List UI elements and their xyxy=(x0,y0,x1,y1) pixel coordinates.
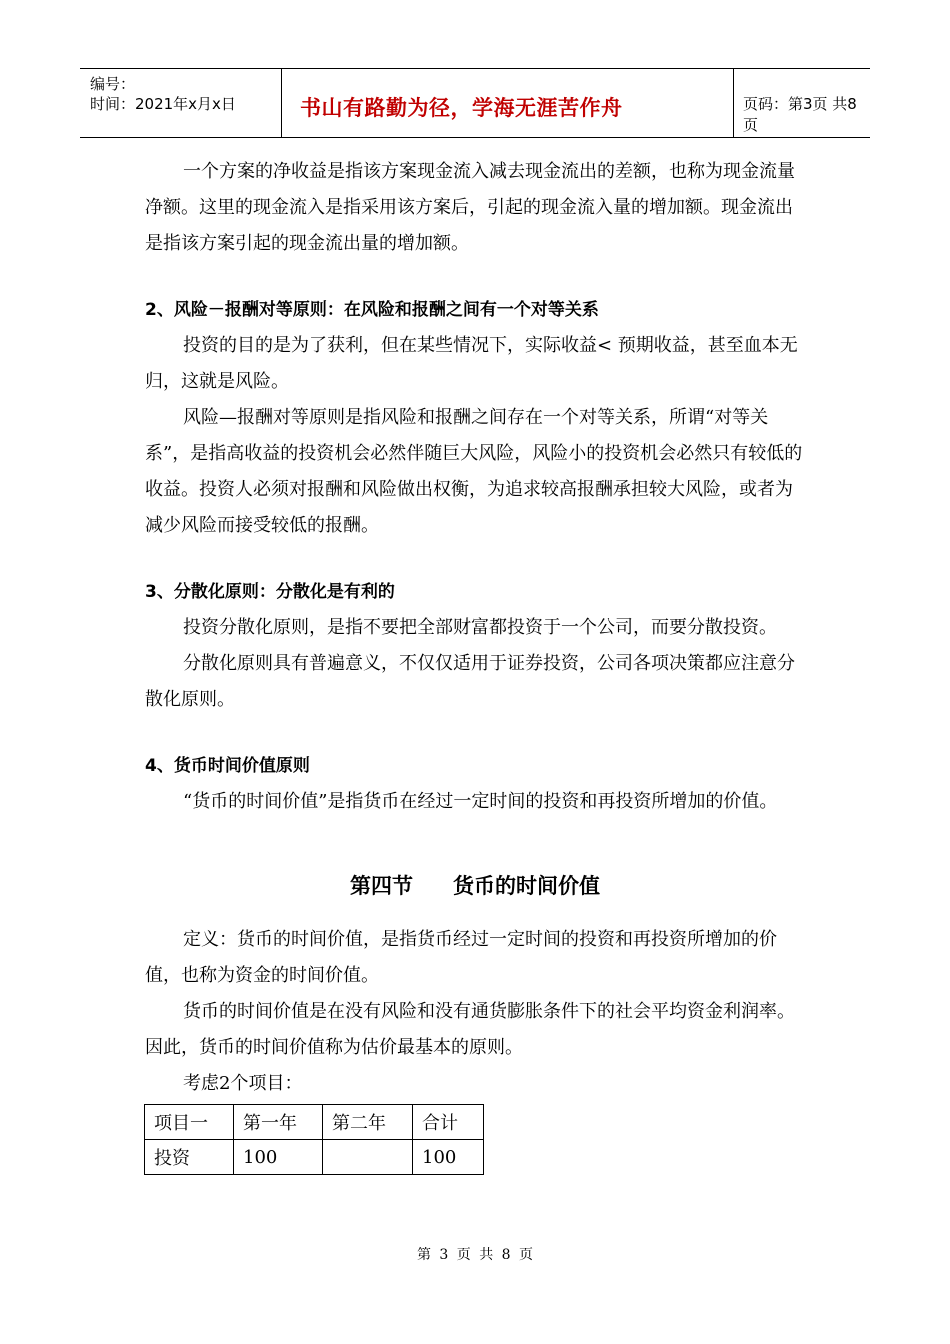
table-cell: 项目一 xyxy=(145,1105,234,1140)
paragraph-risk-definition: 投资的目的是为了获利，但在某些情况下，实际收益< 预期收益，甚至血本无归，这就是风险。 xyxy=(145,335,798,392)
heading-diversification: 3、分散化原则：分散化是有利的 xyxy=(145,582,395,602)
date-label: 时间：2021年x月x日 xyxy=(90,95,236,113)
page-header xyxy=(80,68,870,138)
heading-time-value: 4、货币时间价值原则 xyxy=(145,756,310,776)
paragraph-interest-rate: 货币的时间价值是在没有风险和没有通货膨胀条件下的社会平均资金利润率。因此，货币的时间价值称为估价最基本的原则。 xyxy=(145,1001,795,1058)
table-cell: 第二年 xyxy=(323,1105,413,1140)
table-cell: 100 xyxy=(234,1140,323,1175)
paragraph-diversification-b: 分散化原则具有普遍意义，不仅仅适用于证券投资，公司各项决策都应注意分散化原则。 xyxy=(145,653,795,710)
table-row xyxy=(145,1105,484,1140)
paragraph-net-income: 一个方案的净收益是指该方案现金流入减去现金流出的差额，也称为现金流量净额。这里的现金流入是指采用该方案后，引起的现金流入量的增加额。现金流出是指该方案引起的现金流出量的增加额。 xyxy=(145,161,795,254)
header-meta-cell xyxy=(80,69,281,137)
motto: 书山有路勤为径，学海无涯苦作舟 xyxy=(300,96,623,120)
page-label: 页码：第3页 共8页 xyxy=(743,95,857,134)
project-table xyxy=(144,1104,484,1175)
table-cell: 投资 xyxy=(145,1140,234,1175)
section-number: 第四节 xyxy=(350,874,413,898)
page-footer: 第 3 页 共 8 页 xyxy=(416,1247,534,1263)
document-body xyxy=(145,154,805,1175)
number-label: 编号： xyxy=(90,75,136,93)
table-cell: 100 xyxy=(413,1140,484,1175)
table-row xyxy=(145,1140,484,1175)
section-name: 货币的时间价值 xyxy=(453,874,600,898)
heading-risk-reward: 2、风险－报酬对等原则：在风险和报酬之间有一个对等关系 xyxy=(145,300,599,320)
header-page-cell xyxy=(733,69,870,137)
paragraph-two-projects: 考虑2个项目： xyxy=(183,1073,303,1094)
paragraph-definition: 定义：货币的时间价值，是指货币经过一定时间的投资和再投资所增加的价值，也称为资金的时间价值。 xyxy=(145,929,777,986)
table-cell: 合计 xyxy=(413,1105,484,1140)
section-title xyxy=(145,866,805,906)
paragraph-time-value: “货币的时间价值”是指货币在经过一定时间的投资和再投资所增加的价值。 xyxy=(183,791,778,812)
table-cell xyxy=(323,1140,413,1175)
paragraph-risk-reward: 风险—报酬对等原则是指风险和报酬之间存在一个对等关系，所谓“对等关系”，是指高收益的投资机会必然伴随巨大风险，风险小的投资机会必然只有较低的收益。投资人必须对报酬和风险做出权衡，为追求较高报酬承担较大风险，或者为减少风险而接受较低的报酬。 xyxy=(145,407,803,536)
header-motto-cell xyxy=(281,69,734,137)
table-cell: 第一年 xyxy=(234,1105,323,1140)
paragraph-diversification-a: 投资分散化原则，是指不要把全部财富都投资于一个公司，而要分散投资。 xyxy=(183,617,777,638)
